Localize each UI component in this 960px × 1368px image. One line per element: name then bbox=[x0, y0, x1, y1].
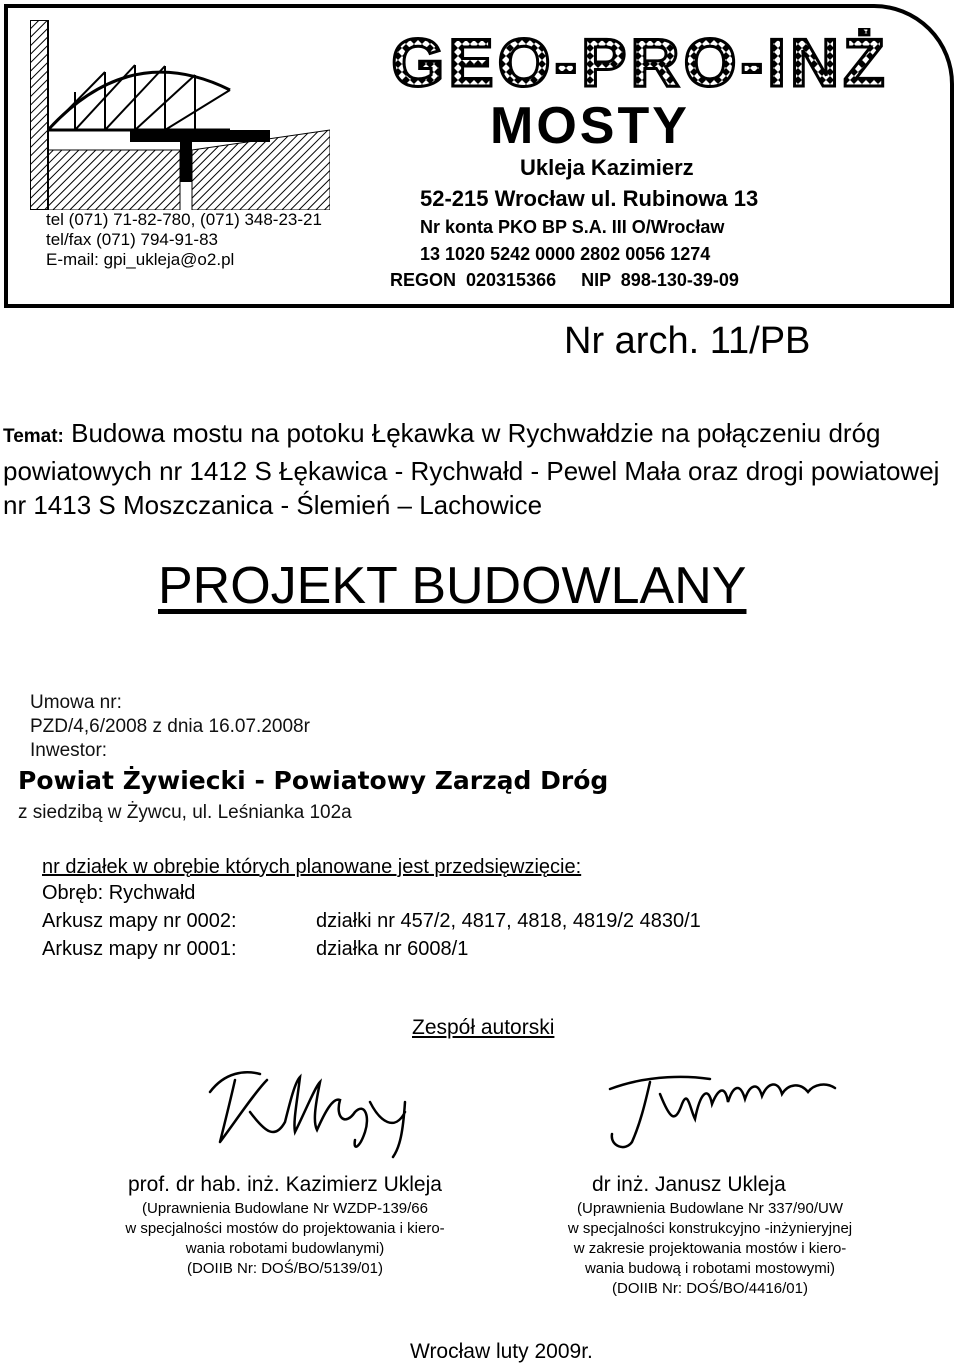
place-date: Wrocław luty 2009r. bbox=[410, 1340, 593, 1363]
contact-email: E-mail: gpi_ukleja@o2.pl bbox=[46, 250, 235, 269]
topic bbox=[3, 416, 958, 522]
letterhead-bank: Nr konta PKO BP S.A. III O/Wrocław bbox=[420, 217, 725, 237]
author-1-credentials bbox=[90, 1199, 480, 1279]
credential-line: (DOIIB Nr: DOŚ/BO/4416/01) bbox=[612, 1280, 808, 1297]
company-logo bbox=[370, 28, 910, 98]
plots-sheet-label: Arkusz mapy nr 0002: bbox=[42, 910, 237, 932]
contact-tel: tel (071) 71-82-780, (071) 348-23-21 bbox=[46, 210, 322, 229]
letterhead-account: 13 1020 5242 0000 2802 0056 1274 bbox=[420, 244, 711, 264]
contact-telfax: tel/fax (071) 794-91-83 bbox=[46, 230, 218, 249]
archive-number: Nr arch. 11/PB bbox=[564, 320, 811, 362]
document-title: PROJEKT BUDOWLANY bbox=[158, 557, 747, 615]
credential-line: (DOIIB Nr: DOŚ/BO/5139/01) bbox=[187, 1260, 383, 1277]
authors-heading: Zespół autorski bbox=[412, 1016, 555, 1039]
credential-line: wania budową i robotami mostowymi) bbox=[584, 1260, 836, 1277]
author-1-name: prof. dr hab. inż. Kazimierz Ukleja bbox=[128, 1173, 442, 1196]
signature-1-icon bbox=[205, 1062, 425, 1162]
investor-address: z siedzibą w Żywcu, ul. Leśnianka 102a bbox=[18, 802, 352, 823]
letterhead-regon-nip: REGON 020315366 NIP 898-130-39-09 bbox=[390, 270, 739, 290]
topic-text: Budowa mostu na potoku Łękawka w Rychwałdzie na połączeniu dróg powiatowych nr 1412 S Łękawica - Rychwałd - Pewel Mała oraz drogi powiatowej nr 1413 S Moszczanica - Ślemień – Lachowice bbox=[3, 418, 940, 520]
contract-label: Umowa nr: bbox=[30, 692, 122, 713]
plots-district: Obręb: Rychwałd bbox=[42, 882, 196, 904]
plots-sheet-label: Arkusz mapy nr 0001: bbox=[42, 938, 237, 960]
letterhead-owner: Ukleja Kazimierz bbox=[520, 155, 694, 180]
signature-2-icon bbox=[590, 1064, 850, 1154]
investor-label: Inwestor: bbox=[30, 740, 108, 761]
credential-line: (Uprawnienia Budowlane Nr 337/90/UW bbox=[577, 1200, 843, 1217]
plots-header: nr działek w obrębie których planowane jest przedsięwzięcie: bbox=[42, 856, 582, 878]
credential-line: w specjalności mostów do projektowania i kiero- bbox=[125, 1220, 445, 1237]
letterhead-subtitle: MOSTY bbox=[490, 97, 690, 155]
credential-line: (Uprawnienia Budowlane Nr WZDP-139/66 bbox=[142, 1200, 428, 1217]
logo-text: GEO-PRO-INŻ bbox=[391, 28, 889, 98]
plots-numbers: działka nr 6008/1 bbox=[316, 938, 469, 960]
topic-label: Temat: bbox=[3, 426, 64, 447]
author-2-credentials bbox=[520, 1199, 900, 1299]
credential-line: w specjalności konstrukcyjno -inżynieryjnej bbox=[567, 1220, 853, 1237]
contract-value: PZD/4,6/2008 z dnia 16.07.2008r bbox=[30, 716, 310, 737]
author-2-name: dr inż. Janusz Ukleja bbox=[592, 1173, 786, 1196]
credential-line: wania robotami budowlanymi) bbox=[185, 1240, 385, 1257]
credential-line: w zakresie projektowania mostów i kiero- bbox=[573, 1240, 847, 1257]
plots-numbers: działki nr 457/2, 4817, 4818, 4819/2 4830/1 bbox=[316, 910, 701, 932]
letterhead-address: 52-215 Wrocław ul. Rubinowa 13 bbox=[420, 186, 759, 211]
investor-name: Powiat Żywiecki - Powiatowy Zarząd Dróg bbox=[18, 766, 609, 795]
bridge-logo-icon bbox=[30, 20, 330, 210]
